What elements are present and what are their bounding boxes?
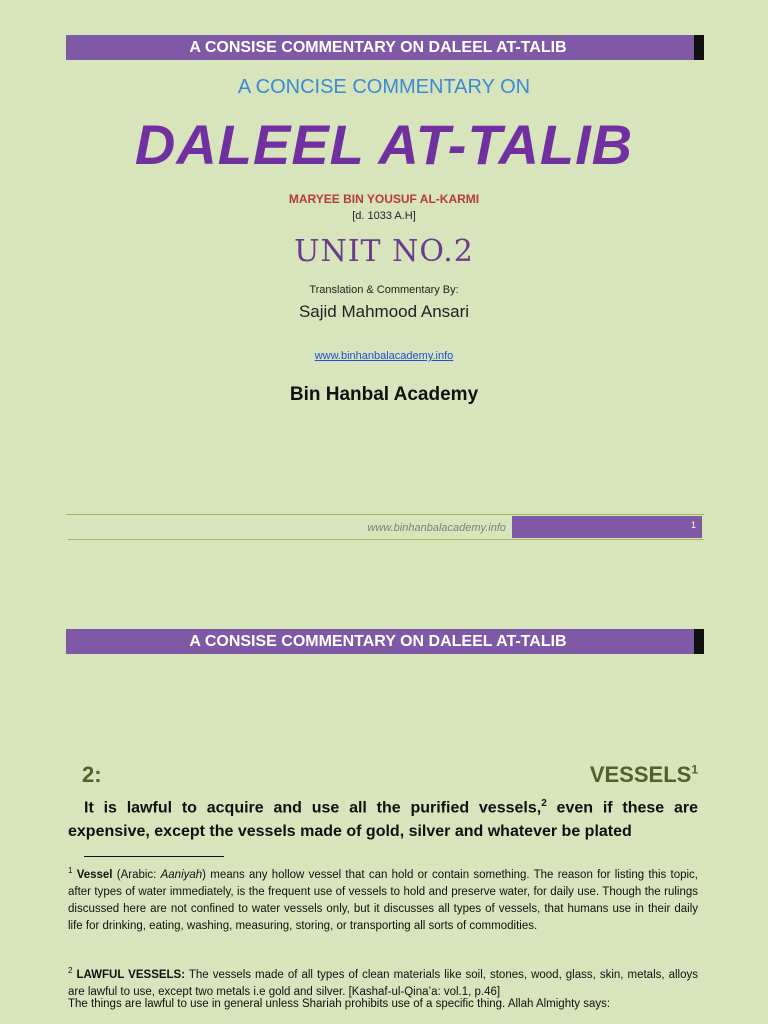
section-title-text: VESSELS bbox=[589, 762, 692, 787]
section-number: 2: bbox=[82, 762, 102, 787]
body-text-part1: It is lawful to acquire and use all the purified vessels, bbox=[84, 799, 542, 817]
running-header-page2 bbox=[66, 629, 704, 654]
footnote-2-marker: 2 bbox=[68, 966, 73, 975]
footnote-2-term: LAWFUL VESSELS: bbox=[76, 968, 186, 981]
running-header-text-page2: A CONSISE COMMENTARY ON DALEEL AT-TALIB bbox=[189, 632, 567, 650]
footer-rule-top bbox=[66, 514, 704, 515]
footnote-1-term: Vessel bbox=[76, 868, 113, 881]
header-tab-marker bbox=[694, 35, 704, 60]
body-paragraph bbox=[68, 792, 698, 844]
website-link[interactable]: www.binhanbalacademy.info bbox=[314, 350, 454, 362]
academy-name: Bin Hanbal Academy bbox=[289, 384, 479, 405]
cover-subtitle: A CONCISE COMMENTARY ON bbox=[237, 76, 531, 98]
footnote-1 bbox=[68, 862, 698, 935]
cover-date: [d. 1033 A.H] bbox=[352, 210, 416, 222]
page-number: 1 bbox=[690, 520, 696, 530]
running-header-text: A CONSISE COMMENTARY ON DALEEL AT-TALIB bbox=[189, 38, 567, 56]
footnote-2-text: The vessels made of all types of clean materials like soil, stones, wood, glass, skin, metals, alloys are lawful to use, except two metals i.e gold and silver. [Kashaf-ul-Qina’a: vol.1, p.46] bbox=[68, 968, 698, 998]
website-link-wrap bbox=[0, 346, 768, 364]
section-title bbox=[590, 762, 698, 788]
translation-label: Translation & Commentary By: bbox=[309, 284, 459, 296]
footnote-1-marker: 1 bbox=[68, 866, 73, 875]
footnote-ref-2: 2 bbox=[541, 798, 547, 809]
footnote-2-continuation: The things are lawful to use in general unless Shariah prohibits use of a specific thing. Allah Almighty says: bbox=[68, 998, 611, 1010]
footer-page-box bbox=[512, 516, 702, 538]
cover-author: MARYEE BIN YOUSUF AL-KARMI bbox=[288, 192, 480, 206]
footnote-separator bbox=[84, 856, 224, 857]
footnote-2 bbox=[68, 962, 698, 1001]
unit-heading: UNIT NO.2 bbox=[294, 234, 474, 269]
footer-rule-bottom bbox=[68, 539, 704, 540]
cover-title: DALEEL AT-TALIB bbox=[134, 113, 634, 176]
body-text-part2: even if these are expensive, except the vessels made of gold, silver and whatever be plated bbox=[68, 799, 698, 841]
footnote-1-arabic: Aaniyah bbox=[160, 868, 203, 881]
footnote-ref-1: 1 bbox=[691, 762, 698, 777]
translator-name: Sajid Mahmood Ansari bbox=[298, 302, 470, 321]
header-tab-marker-page2 bbox=[694, 629, 704, 654]
footnote-1-open: (Arabic: bbox=[112, 868, 161, 881]
footer-url: www.binhanbalacademy.info bbox=[367, 522, 506, 534]
footnote-1-text: ) means any hollow vessel that can hold or contain something. The reason for listing this topic, after types of water immediately, is the frequent use of vessels to hold and preserve water, for daily use. Though the rulings discussed here are not confined to water vessels only, but it discusses all types of vessels, that humans use in their daily life for drinking, eating, washing, measuring, storing, or transporting all sorts of commodities. bbox=[68, 868, 698, 932]
running-header bbox=[66, 35, 704, 60]
